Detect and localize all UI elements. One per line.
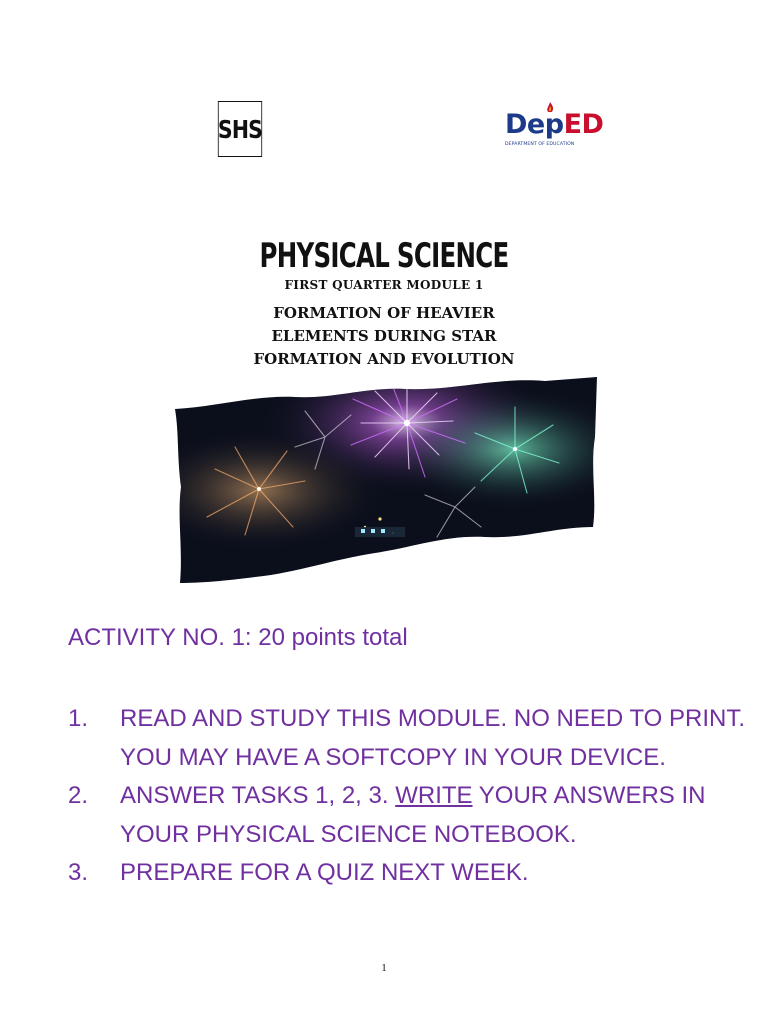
list-item bbox=[68, 777, 748, 854]
deped-subtitle: DEPARTMENT OF EDUCATION bbox=[505, 142, 575, 147]
deped-wordmark-ed: ED bbox=[563, 109, 604, 140]
module-subtitle: FIRST QUARTER MODULE 1 bbox=[284, 278, 484, 292]
module-topic-line: FORMATION OF HEAVIER bbox=[273, 304, 495, 322]
list-item-number: 2. bbox=[68, 782, 89, 809]
deped-logo bbox=[505, 104, 604, 154]
module-title: PHYSICAL SCIENCE bbox=[259, 236, 509, 276]
activity-heading: ACTIVITY NO. 1: 20 points total bbox=[68, 624, 408, 651]
list-item-text: PREPARE FOR A QUIZ NEXT WEEK. bbox=[120, 859, 529, 886]
list-item bbox=[68, 700, 748, 777]
fireworks-image bbox=[175, 377, 597, 583]
list-item-text-before: ANSWER TASKS 1, 2, 3. bbox=[120, 782, 396, 809]
list-item-text bbox=[120, 782, 705, 848]
instruction-list bbox=[68, 700, 748, 893]
list-item-number: 3. bbox=[68, 859, 89, 886]
shs-logo: SHS bbox=[218, 101, 262, 157]
list-item-number: 1. bbox=[68, 705, 89, 732]
list-item bbox=[68, 854, 748, 893]
deped-wordmark-dep: Dep bbox=[505, 109, 564, 140]
underlined-word: WRITE bbox=[395, 782, 473, 809]
module-topic-line: FORMATION AND EVOLUTION bbox=[253, 350, 515, 368]
list-item-text-after: YOUR ANSWERS IN YOUR PHYSICAL SCIENCE NOTEBOOK. bbox=[120, 782, 706, 848]
list-item-text: READ AND STUDY THIS MODULE. NO NEED TO PRINT. YOU MAY HAVE A SOFTCOPY IN YOUR DEVICE. bbox=[120, 705, 746, 771]
module-topic bbox=[0, 302, 768, 371]
deped-wordmark bbox=[505, 110, 603, 140]
page-number: 1 bbox=[381, 962, 387, 974]
module-topic-line: ELEMENTS DURING STAR bbox=[271, 327, 497, 345]
